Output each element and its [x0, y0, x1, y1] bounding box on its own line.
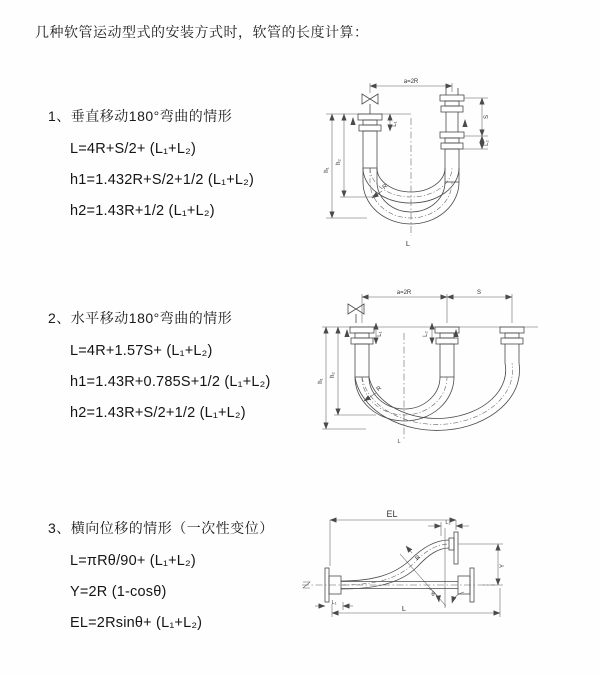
formula-line: EL=2Rsinθ+ (L₁+L₂): [70, 615, 203, 631]
page-title: 几种软管运动型式的安装方式时，软管的长度计算：: [35, 24, 369, 40]
valve-icon: [348, 304, 364, 323]
dim-label-height1: h₁: [324, 167, 330, 173]
formula-line: L=4R+S/2+ (L₁+L₂): [70, 141, 196, 157]
dim-label-end2: L₂: [423, 331, 429, 337]
dim-label-end2: L₂: [484, 140, 490, 146]
dim-label-end1: L₁: [392, 121, 398, 127]
diagram-lateral-offset: [300, 498, 600, 658]
braided-hose-section: [440, 344, 454, 377]
section-lateral-offset: [48, 518, 274, 639]
dim-label-travel: S: [484, 114, 490, 120]
dimension-lines: [324, 79, 490, 248]
centerlines: [326, 114, 411, 236]
braided-hose-section: [355, 344, 369, 377]
flange: [358, 114, 382, 131]
formula-line: h1=1.432R+S/2+1/2 (L₁+L₂): [70, 172, 255, 188]
dim-label-radius: R: [414, 554, 422, 562]
flange: [440, 88, 464, 149]
dim-label-span: a=2R: [403, 79, 419, 85]
section-horizontal-travel: [48, 308, 271, 429]
flow-arrow: [350, 117, 467, 127]
braided-hose-section: [363, 131, 377, 168]
dim-label-span: a=2R: [396, 290, 412, 296]
dim-label-length: L: [401, 604, 407, 613]
dim-label-height2: h₂: [330, 372, 336, 378]
dim-label-length: L: [397, 439, 401, 445]
dim-label-extended: EL: [386, 509, 398, 519]
formula-line: h2=1.43R+1/2 (L₁+L₂): [70, 203, 215, 219]
braided-hose-section: [445, 149, 459, 182]
dim-label-length: L: [405, 239, 411, 248]
diagram-horizontal-travel-180-bend: [306, 283, 556, 458]
dimension-lines: [318, 290, 512, 445]
dim-label-end1: L₁: [331, 600, 337, 606]
flange: [350, 327, 374, 344]
section-1-heading: 1、垂直移动180°弯曲的情形: [48, 108, 233, 124]
section-vertical-travel: [48, 106, 254, 227]
formula-line: h1=1.43R+0.785S+1/2 (L₁+L₂): [70, 374, 271, 390]
dim-label-height1: h₁: [318, 378, 324, 384]
section-2-heading: 2、水平移动180°弯曲的情形: [48, 310, 233, 326]
formula-line: h2=1.43R+S/2+1/2 (L₁+L₂): [70, 405, 246, 421]
formula-line: Y=2R (1-cosθ): [70, 584, 167, 600]
dim-label-radius: R: [381, 183, 389, 191]
dim-label-travel: S: [476, 290, 482, 296]
dimension-lines: [315, 509, 506, 617]
dim-label-height2: h₂: [336, 159, 342, 165]
section-3-heading: 3、横向位移的情形（一次性变位）: [48, 520, 274, 536]
hose-curves: [355, 363, 520, 430]
dim-label-offset: Y: [500, 563, 506, 569]
dim-label-end2: L₂: [445, 520, 451, 526]
diagram-vertical-travel-180-bend: [312, 70, 537, 265]
centerlines: [302, 582, 495, 588]
dim-label-end1: L₁: [377, 331, 383, 337]
formula-line: L=πRθ/90+ (L₁+L₂): [70, 553, 196, 569]
dim-label-angle: θ: [431, 592, 435, 598]
valve-icon: [362, 94, 378, 114]
dim-label-radius: R: [375, 385, 383, 393]
flange: [449, 532, 458, 564]
formula-line: L=4R+1.57S+ (L₁+L₂): [70, 343, 213, 359]
flange: [500, 327, 524, 363]
